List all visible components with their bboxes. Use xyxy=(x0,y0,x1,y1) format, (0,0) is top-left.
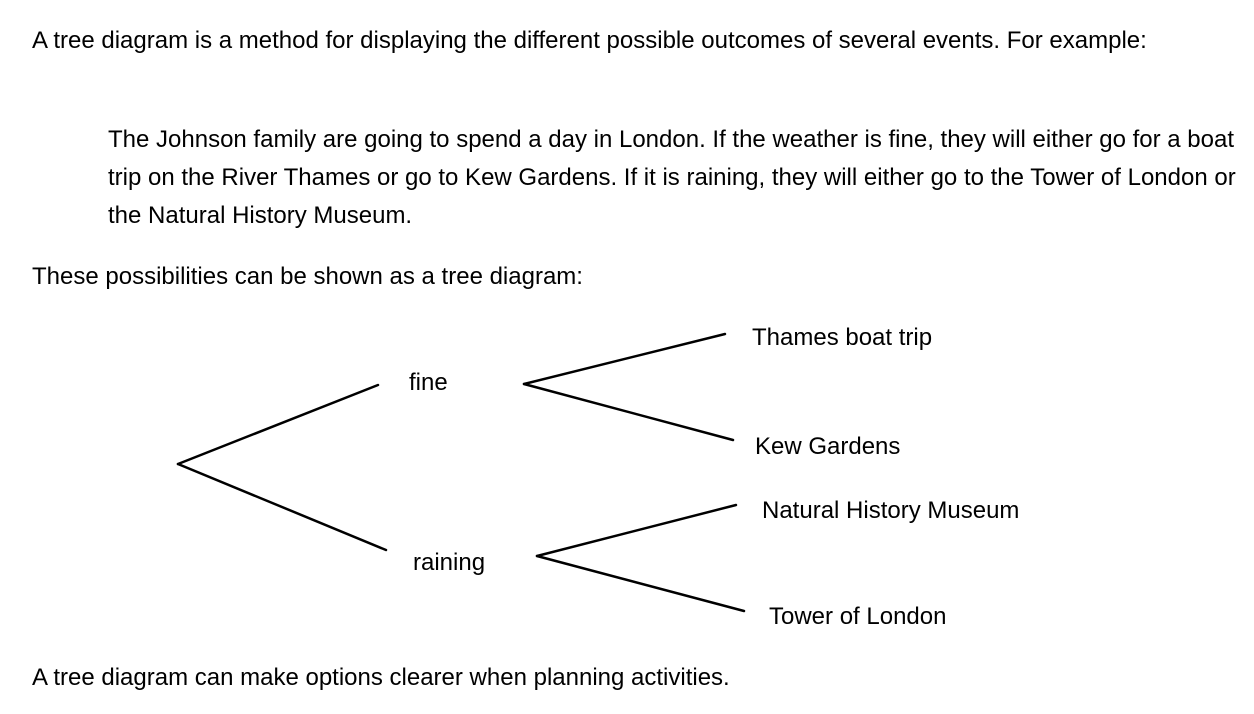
branch-fine-to-kew xyxy=(524,384,733,440)
branch-root-to-raining xyxy=(178,464,386,550)
tree-outcome-kew: Kew Gardens xyxy=(755,433,901,460)
tree-node-fine: fine xyxy=(409,369,448,396)
branch-raining-to-tower xyxy=(537,556,744,611)
example-paragraph: The Johnson family are going to spend a day in London. If the weather is fine, they will either go for a boat trip on the River Thames or go to Kew Gardens. If it is raining, they will either go to the Tower of London or the Natural History Museum. xyxy=(108,126,1236,229)
tree-outcome-museum: Natural History Museum xyxy=(762,497,1020,524)
transition-paragraph: These possibilities can be shown as a tree diagram: xyxy=(32,263,583,290)
closing-paragraph: A tree diagram can make options clearer when planning activities. xyxy=(32,664,730,691)
branch-root-to-fine xyxy=(178,385,378,464)
tree-outcome-thames: Thames boat trip xyxy=(752,324,933,351)
intro-paragraph: A tree diagram is a method for displaying the different possible outcomes of several events. For example: xyxy=(32,27,1147,54)
branch-raining-to-museum xyxy=(537,505,736,556)
tree-outcome-tower: Tower of London xyxy=(769,603,947,630)
tree-node-raining: raining xyxy=(413,549,486,576)
branch-fine-to-thames xyxy=(524,334,725,384)
